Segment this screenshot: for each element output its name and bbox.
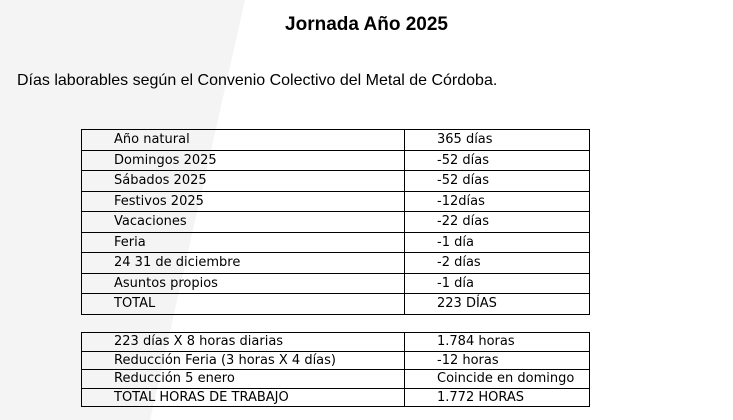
row-value: -1 día bbox=[405, 273, 590, 294]
row-value: -2 días bbox=[405, 253, 590, 274]
table-row bbox=[82, 351, 590, 370]
row-label: Asuntos propios bbox=[82, 273, 405, 294]
table-row bbox=[82, 333, 590, 352]
total-label: TOTAL HORAS DE TRABAJO bbox=[82, 388, 405, 407]
row-label: 223 días X 8 horas diarias bbox=[82, 333, 405, 352]
row-label: Feria bbox=[82, 232, 405, 253]
row-label: Sábados 2025 bbox=[82, 171, 405, 192]
table-row bbox=[82, 253, 590, 274]
row-value: -12 horas bbox=[405, 351, 590, 370]
row-value: 365 días bbox=[405, 130, 590, 151]
intro-text: Días laborables según el Convenio Colectivo del Metal de Córdoba. bbox=[17, 72, 498, 89]
row-value: -52 días bbox=[405, 171, 590, 192]
total-label: TOTAL bbox=[82, 294, 405, 315]
row-label: Reducción 5 enero bbox=[82, 370, 405, 389]
table-row bbox=[82, 370, 590, 389]
row-label: Año natural bbox=[82, 130, 405, 151]
table-row bbox=[82, 130, 590, 151]
total-value: 1.772 HORAS bbox=[405, 388, 590, 407]
row-label: Vacaciones bbox=[82, 212, 405, 233]
row-value: -22 días bbox=[405, 212, 590, 233]
row-label: Domingos 2025 bbox=[82, 150, 405, 171]
table-row bbox=[82, 273, 590, 294]
total-row bbox=[82, 388, 590, 407]
days-table bbox=[81, 129, 590, 315]
table-row bbox=[82, 212, 590, 233]
row-value: Coincide en domingo bbox=[405, 370, 590, 389]
row-label: Festivos 2025 bbox=[82, 191, 405, 212]
table-row bbox=[82, 191, 590, 212]
total-row bbox=[82, 294, 590, 315]
total-value: 223 DÍAS bbox=[405, 294, 590, 315]
row-label: 24 31 de diciembre bbox=[82, 253, 405, 274]
row-value: -12días bbox=[405, 191, 590, 212]
table-row bbox=[82, 150, 590, 171]
hours-table bbox=[81, 332, 590, 407]
row-label: Reducción Feria (3 horas X 4 días) bbox=[82, 351, 405, 370]
table-row bbox=[82, 232, 590, 253]
row-value: -1 día bbox=[405, 232, 590, 253]
row-value: -52 días bbox=[405, 150, 590, 171]
table-row bbox=[82, 171, 590, 192]
row-value: 1.784 horas bbox=[405, 333, 590, 352]
page-title: Jornada Año 2025 bbox=[285, 14, 448, 35]
